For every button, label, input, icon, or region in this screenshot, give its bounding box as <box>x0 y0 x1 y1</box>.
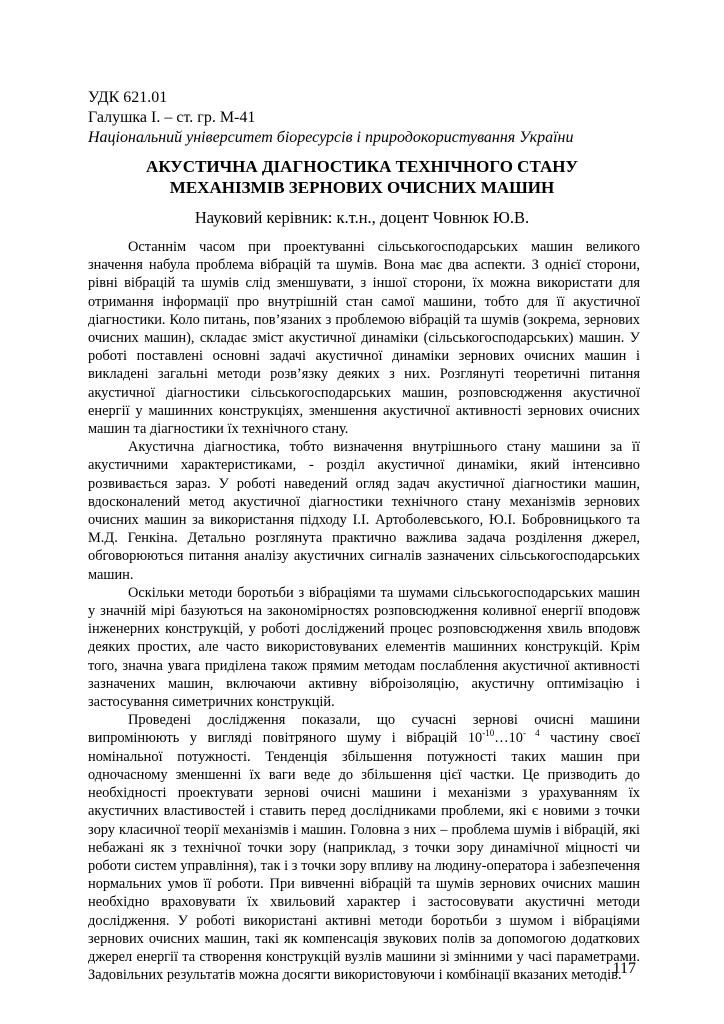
exponent-1: -10 <box>482 728 495 739</box>
udc-code: УДК 621.01 <box>88 89 168 106</box>
paragraph-4 <box>88 711 640 984</box>
paragraph-2: Акустична діагностика, тобто визначення внутрішнього стану машини за її акустичними характеристиками, - розділ акустичної динаміки, який інтенсивно розвивається зараз. У роботі наведений огляд задач акустичної діагностики машин, вдосконалений метод акустичної діагностики технічного стану механізмів зернових очисних машин за використання підходу І.І. Артоболевського, Ю.І. Бобровницького та М.Д. Генкіна. Детально розглянута практично важлива задача розділення джерел, обговорюються питання аналізу акустичних сигналів зазначених сільськогосподарських машин. <box>88 439 640 583</box>
header-block <box>88 88 573 148</box>
paragraph-1: Останнім часом при проектуванні сільськогосподарських машин великого значення набула проблема вібрацій та шумів. Вона має два аспекти. З однієї сторони, рівні вібрацій та шумів слід зменшувати, з іншої сторони, їх можна використати для отримання інформації про внутрішній стан самої машини, тобто для її акустичної діагностики. Коло питань, пов’язаних з проблемою вібрацій та шумів (зокрема, зернових очисних машин), складає зміст акустичної динаміки (сільськогосподарських) машин. У роботі поставлені основні задачі акустичної динаміки зернових очисних машин і викладені загальні методи розв’язку деяких з них. Розглянуті теоретичні питання акустичної діагностики сільськогосподарських машин, розповсюдження акустичної енергії у машинних конструкціях, зменшення акустичної активності зернових очисних машин та діагностики їх технічного стану. <box>88 239 640 438</box>
body-text <box>88 238 640 984</box>
affiliation: Національний університет біоресурсів і природокористування України <box>88 129 574 146</box>
paper-title <box>0 156 724 198</box>
paragraph-4-part-c: частину своєї номінальної потужності. Тенденція збільшення потужності таких машин при одночасному зменшенні їх ваги веде до збільшення цієї частки. Це призводить до необхідності проектувати зернові очисні машини і механізми з урахуванням їх акустичних властивостей і ставить перед дослідниками проблеми, які є новими з точки зору класичної теорії механізмів і машин. Головна з них – проблема шумів і вібрацій, які небажані як з технічної точки зору (наприклад, з точки зору динамічної міцності чи роботи систем управління), так і з точки зору впливу на людину-оператора і забезпечення нормальних умов її роботи. При вивченні вібрацій та шумів зернових очисних машин необхідно враховувати їх хвильовий характер і застосовувати акустичні методи дослідження. У роботі використані активні методи боротьби з шумом і вібраціями зернових очисних машин, такі як компенсація звукових полів за допомогою додаткових джерел енергії та створення конструкцій вузлів машини зі змінними у часі параметрами. Задовільних результатів можна досягти використовуючи і комбінації вказаних методів. <box>88 730 640 984</box>
paragraph-4-part-a: Проведені дослідження показали, що сучасні зернові очисні машини випромінюють у вигляді повітряного шуму і вібрацій 10 <box>88 712 640 747</box>
exponent-2: - 4 <box>523 728 540 739</box>
paragraph-4-part-b: …10 <box>494 730 523 747</box>
author-line: Галушка І. – ст. гр. М-41 <box>88 109 256 126</box>
title-line-2: МЕХАНІЗМІВ ЗЕРНОВИХ ОЧИСНИХ МАШИН <box>169 178 555 197</box>
paragraph-3: Оскільки методи боротьби з вібраціями та шумами сільськогосподарських машин у значній мірі базуються на закономірностях розповсюдження коливної енергії вподовж інженерних конструкцій, у роботі досліджений процес розповсюдження хвиль вподовж деяких простих, але часто використовуваних елементів машинних конструкцій. Крім того, значна увага приділена також прямим методам послаблення акустичної активності зазначених машин, включаючи активну віброізоляцію, акустичну оптимізацію і застосування симетричних конструкцій. <box>88 584 640 711</box>
page-number: 117 <box>612 960 636 977</box>
title-line-1: АКУСТИЧНА ДІАГНОСТИКА ТЕХНІЧНОГО СТАНУ <box>146 157 578 176</box>
supervisor-line: Науковий керівник: к.т.н., доцент Човнюк Ю.В. <box>194 208 530 227</box>
